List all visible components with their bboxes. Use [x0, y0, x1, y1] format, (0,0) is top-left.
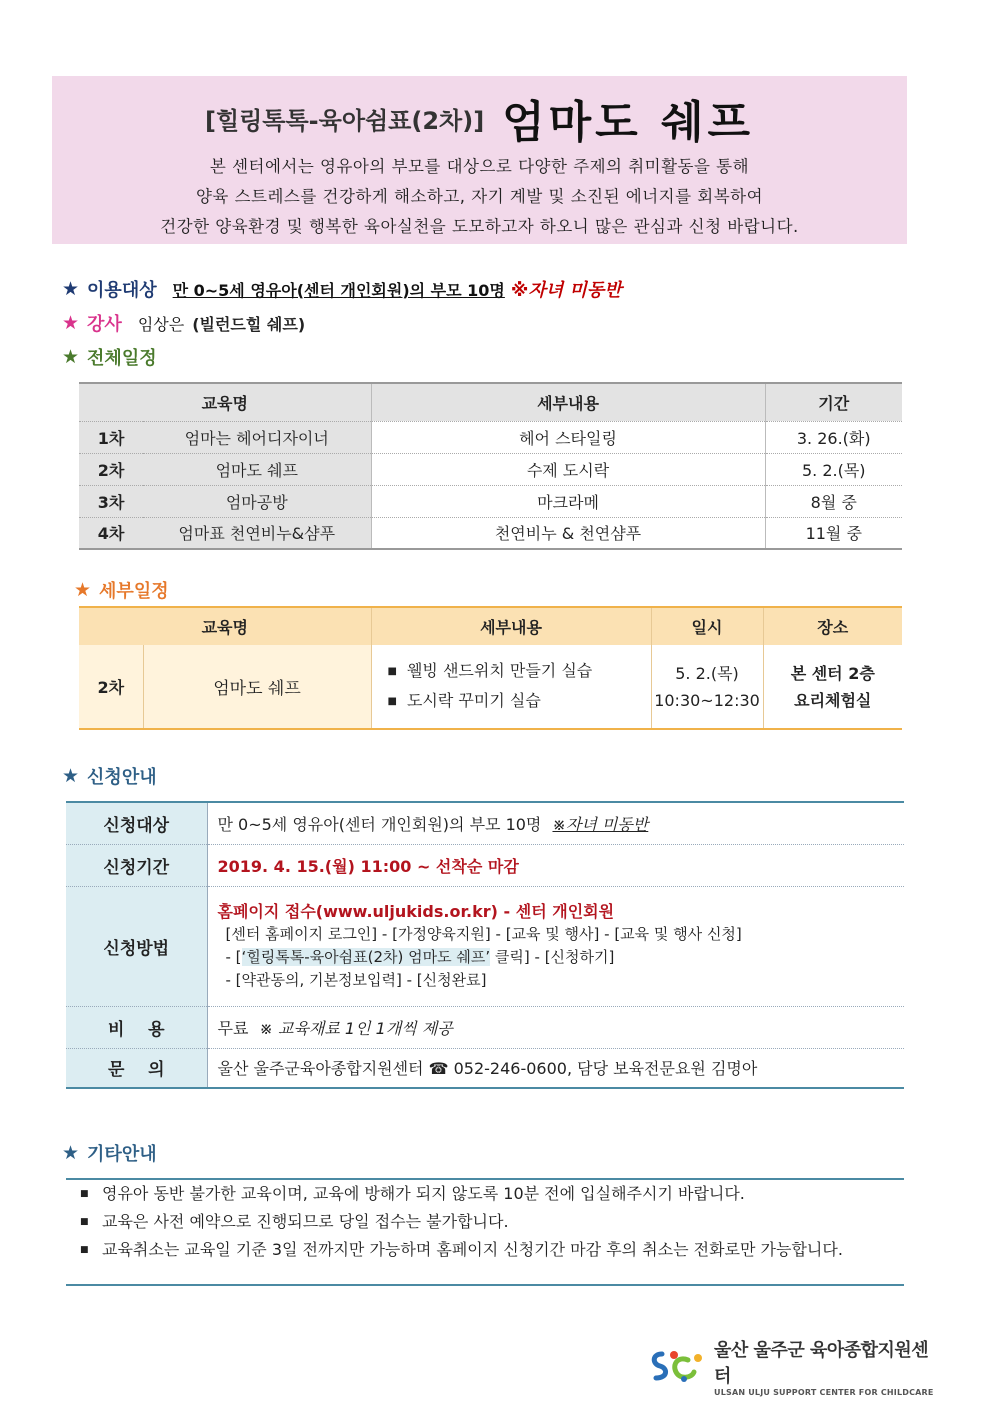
table-row — [79, 485, 902, 517]
row-no: 1차 — [79, 421, 143, 453]
page-title: 엄마도 쉐프 — [502, 97, 755, 148]
detail-item: ■ 웰빙 샌드위치 만들기 실습 — [388, 657, 651, 687]
row-name: 엄마도 쉐프 — [143, 645, 371, 729]
etc-list — [66, 1178, 904, 1286]
star-icon: ★ — [62, 765, 80, 787]
row-no: 3차 — [79, 485, 143, 517]
target-value: 만 0~5세 영유아(센터 개인회원)의 부모 10명 — [172, 280, 505, 300]
row-place — [763, 645, 902, 729]
logo-text — [714, 1336, 938, 1397]
apply-method-line2-highlight: ‘힐링톡톡-육아쉼표(2차) 엄마도 쉐프’ — [241, 948, 491, 966]
target-label: 이용대상 — [87, 280, 157, 301]
row-detail: 수제 도시락 — [371, 453, 765, 485]
schedule-all-section — [62, 344, 157, 370]
apply-target-label: 신청대상 — [66, 802, 207, 844]
star-icon: ★ — [74, 579, 92, 601]
star-icon: ★ — [62, 346, 80, 368]
schedule-detail-section — [74, 577, 169, 603]
schedule-all-table — [79, 382, 902, 550]
list-item: ■ 교육은 사전 예약으로 진행되므로 당일 접수는 불가합니다. — [66, 1208, 904, 1236]
row-name: 엄마는 헤어디자이너 — [143, 421, 371, 453]
row-no: 2차 — [79, 453, 143, 485]
etc-section — [62, 1140, 157, 1166]
col-header: 교육명 — [79, 383, 371, 421]
footer-logo — [648, 1339, 938, 1397]
apply-method-main: 홈페이지 접수(www.uljukids.or.kr) - 센터 개인회원 — [217, 902, 615, 921]
row-datetime — [651, 645, 763, 729]
apply-method-cell — [207, 886, 904, 1006]
row-detail: 마크라메 — [371, 485, 765, 517]
col-header: 세부내용 — [371, 607, 651, 645]
place-line: 요리체험실 — [794, 690, 872, 710]
list-item: ■ 영유아 동반 불가한 교육이며, 교육에 방해가 되지 않도록 10분 전에 입실해주시기 바랍니다. — [66, 1180, 904, 1208]
row-no: 2차 — [79, 645, 143, 729]
col-header: 세부내용 — [371, 383, 765, 421]
table-row — [79, 645, 902, 729]
col-header: 교육명 — [79, 607, 371, 645]
apply-method-line2-prefix: - [ — [225, 948, 242, 966]
apply-cost-cell — [207, 1006, 904, 1048]
target-note: ※자녀 미동반 — [510, 280, 622, 301]
table-row — [79, 517, 902, 549]
apply-method-line3: - [약관동의, 기본정보입력] - [신청완료] — [225, 971, 487, 989]
table-header-row — [79, 607, 902, 645]
apply-target-cell — [207, 802, 904, 844]
col-header: 일시 — [651, 607, 763, 645]
title-small: [힐링톡톡-육아쉼표(2차)] — [204, 106, 485, 135]
etc-label: 기타안내 — [87, 1144, 157, 1165]
apply-cost-label: 비 용 — [66, 1006, 207, 1048]
logo-main: 울산 울주군 육아종합지원센터 — [714, 1339, 929, 1387]
apply-method-label: 신청방법 — [66, 886, 207, 1006]
apply-period-label: 신청기간 — [66, 844, 207, 886]
apply-method-line2 — [218, 946, 905, 969]
intro-line: 양육 스트레스를 건강하게 해소하고, 자기 계발 및 소진된 에너지를 회복하여 — [195, 187, 764, 206]
row-name: 엄마도 쉐프 — [143, 453, 371, 485]
star-icon: ★ — [62, 1142, 80, 1164]
instructor-affiliation: (빌런드힐 쉐프) — [192, 314, 306, 334]
apply-label: 신청안내 — [87, 767, 157, 788]
apply-row-cost — [66, 1006, 904, 1048]
row-period: 3. 26.(화) — [765, 421, 902, 453]
schedule-detail-table — [79, 606, 902, 730]
instructor-section — [62, 310, 305, 336]
row-name: 엄마공방 — [143, 485, 371, 517]
table-row — [79, 421, 902, 453]
instructor-label: 강사 — [87, 314, 122, 335]
apply-cost-note: ※ 교육재료 1인 1개씩 제공 — [259, 1018, 453, 1038]
intro-text — [52, 152, 907, 242]
intro-line: 본 센터에서는 영유아의 부모를 대상으로 다양한 주제의 취미활동을 통해 — [209, 157, 750, 176]
intro-line: 건강한 양육환경 및 행복한 육아실천을 도모하고자 하오니 많은 관심과 신청 바랍니다. — [160, 217, 799, 236]
apply-row-contact — [66, 1048, 904, 1088]
row-date: 5. 2.(목) — [675, 663, 739, 683]
row-period: 11월 중 — [765, 517, 902, 549]
row-time: 10:30~12:30 — [654, 690, 760, 710]
col-header: 기간 — [765, 383, 902, 421]
row-name: 엄마표 천연비누&샴푸 — [143, 517, 371, 549]
apply-method-line1: [센터 홈페이지 로그인] - [가정양육지원] - [교육 및 행사] - [교육 및 행사 신청] — [225, 925, 742, 943]
apply-row-method — [66, 886, 904, 1006]
center-logo-icon — [648, 1346, 708, 1386]
place-line: 본 센터 2층 — [790, 663, 875, 683]
apply-contact-label: 문 의 — [66, 1048, 207, 1088]
row-detail: 천연비누 & 천연샴푸 — [371, 517, 765, 549]
apply-cost-value: 무료 — [217, 1018, 249, 1038]
apply-row-target — [66, 802, 904, 844]
star-icon: ★ — [62, 278, 80, 300]
detail-item: ■ 도시락 꾸미기 실습 — [388, 687, 651, 717]
schedule-detail-label: 세부일정 — [99, 581, 169, 602]
table-header-row — [79, 383, 902, 421]
instructor-name: 임상은 — [137, 314, 185, 334]
apply-period-value: 2019. 4. 15.(월) 11:00 ~ 선착순 마감 — [207, 844, 904, 886]
apply-section — [62, 763, 157, 789]
row-detail: 헤어 스타일링 — [371, 421, 765, 453]
apply-method-line2-suffix: 클릭] - [신청하기] — [490, 948, 615, 966]
row-no: 4차 — [79, 517, 143, 549]
apply-target-note: ※자녀 미동반 — [552, 814, 649, 834]
row-period: 5. 2.(목) — [765, 453, 902, 485]
row-period: 8월 중 — [765, 485, 902, 517]
table-row — [79, 453, 902, 485]
col-header: 장소 — [763, 607, 902, 645]
list-item: ■ 교육취소는 교육일 기준 3일 전까지만 가능하며 홈페이지 신청기간 마감 후의 취소는 전화로만 가능합니다. — [66, 1236, 904, 1264]
target-section — [62, 276, 622, 302]
apply-table — [66, 801, 904, 1089]
schedule-all-label: 전체일정 — [87, 348, 157, 369]
header-banner — [52, 76, 907, 244]
apply-contact-value: 울산 울주군육아종합지원센터 ☎ 052-246-0600, 담당 보육전문요원 김명아 — [207, 1048, 904, 1088]
title-row — [52, 88, 907, 148]
apply-target-value: 만 0~5세 영유아(센터 개인회원)의 부모 10명 — [217, 814, 542, 834]
star-icon: ★ — [62, 312, 80, 334]
apply-row-period — [66, 844, 904, 886]
logo-sub: ULSAN ULJU SUPPORT CENTER FOR CHILDCARE — [714, 1387, 934, 1397]
row-details — [371, 645, 651, 729]
